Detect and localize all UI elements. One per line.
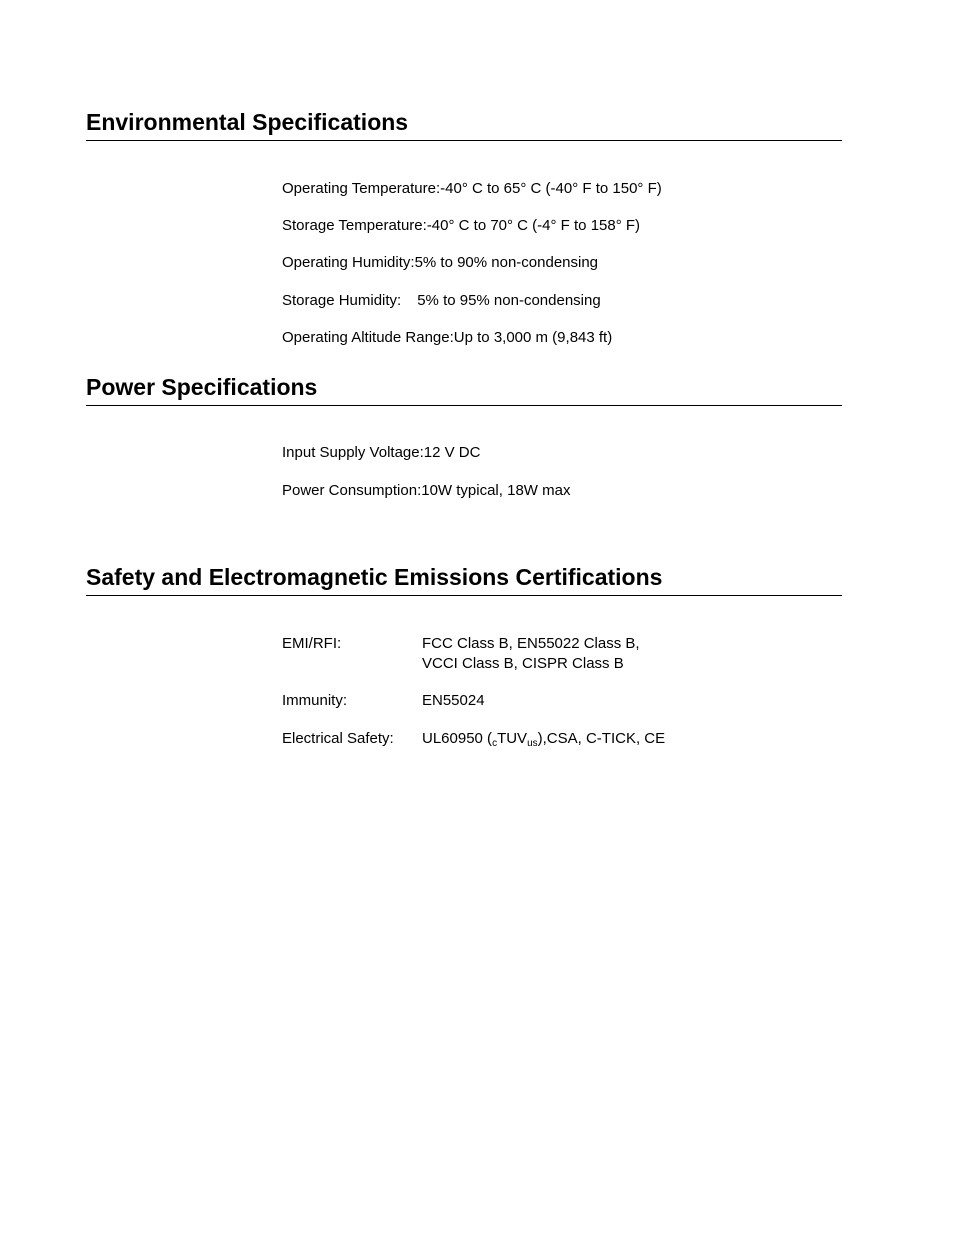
spec-label: Power Consumption:	[282, 482, 422, 499]
section-divider	[86, 140, 842, 141]
section-divider	[86, 595, 842, 596]
spec-value: 10W typical, 18W max	[421, 482, 571, 499]
ctuvus-subscript-us: us	[527, 738, 538, 749]
spec-value: 5% to 90% non-condensing	[414, 254, 599, 271]
spec-value: -40° C to 70° C (-4° F to 158° F)	[426, 217, 641, 234]
emi-rfi-value-line-2: VCCI Class B, CISPR Class B	[422, 655, 624, 672]
operating-temperature-line	[282, 179, 662, 199]
emi-rfi-value-line-1: FCC Class B, EN55022 Class B,	[422, 635, 640, 652]
electrical-safety-value	[422, 729, 665, 749]
spec-label: Operating Humidity:	[282, 254, 415, 271]
electrical-safety-suffix: ),CSA, C-TICK, CE	[537, 730, 666, 747]
spec-label: Storage Humidity:	[282, 292, 402, 309]
safety-certifications-heading: Safety and Electromagnetic Emissions Certifications	[86, 564, 663, 590]
electrical-safety-prefix: UL60950 (	[422, 730, 493, 747]
power-consumption-line	[282, 481, 570, 501]
power-specifications-heading: Power Specifications	[86, 374, 318, 400]
environmental-specifications-heading: Environmental Specifications	[86, 109, 409, 135]
spec-label: Storage Temperature:	[282, 217, 427, 234]
ctuvus-mark: TUV	[497, 730, 528, 747]
storage-humidity-line	[282, 291, 601, 311]
immunity-value: EN55024	[422, 692, 485, 709]
operating-humidity-line	[282, 253, 598, 273]
spec-label: Input Supply Voltage:	[282, 444, 424, 461]
immunity-label: Immunity:	[282, 692, 348, 709]
spec-value: 12 V DC	[423, 444, 481, 461]
spec-value: Up to 3,000 m (9,843 ft)	[453, 329, 613, 346]
spec-value: 5% to 95% non-condensing	[417, 292, 601, 309]
ctuvus-subscript-c: c	[492, 738, 498, 749]
electrical-safety-label: Electrical Safety:	[282, 730, 394, 747]
spec-label: Operating Temperature:	[282, 180, 441, 197]
storage-temperature-line	[282, 216, 640, 236]
section-divider	[86, 405, 842, 406]
operating-altitude-line	[282, 328, 612, 348]
spec-label: Operating Altitude Range:	[282, 329, 454, 346]
spec-value: -40° C to 65° C (-40° F to 150° F)	[440, 180, 662, 197]
emi-rfi-label: EMI/RFI:	[282, 635, 342, 652]
input-supply-voltage-line	[282, 443, 480, 463]
